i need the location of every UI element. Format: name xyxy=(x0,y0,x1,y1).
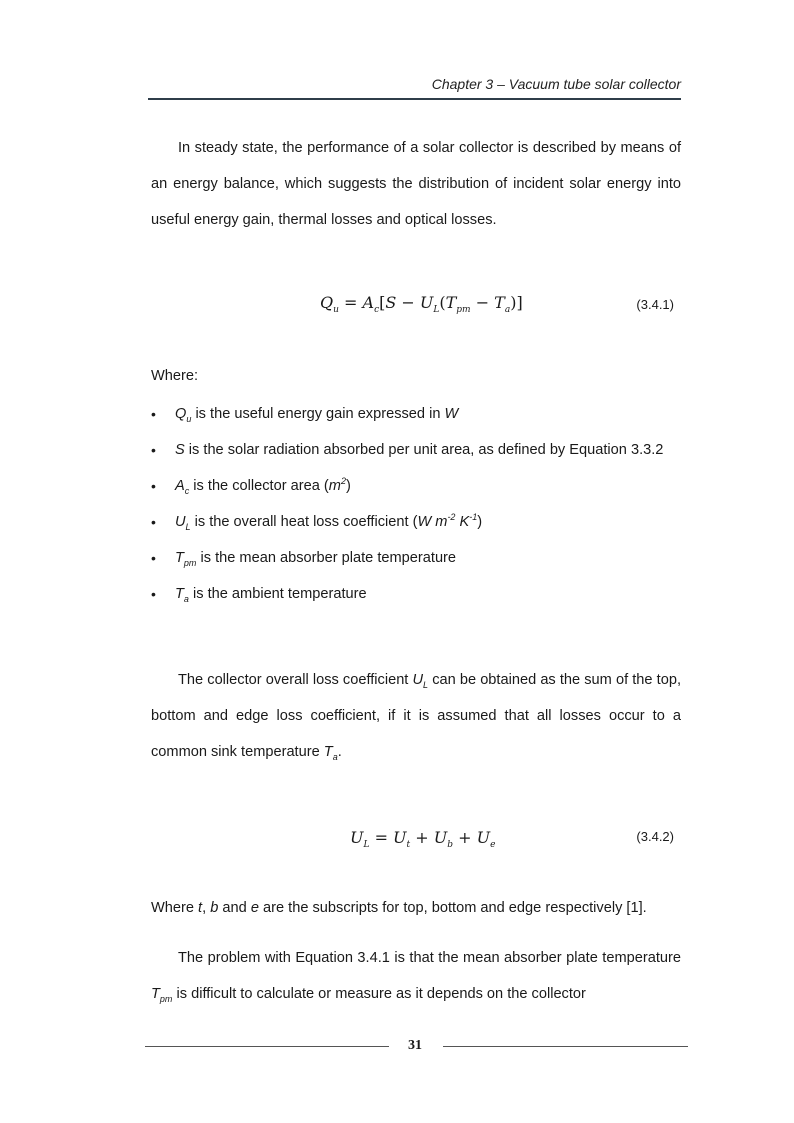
list-item: • $A_c$ is the collector area $(m^2)$ xyxy=(151,468,691,504)
where-label: Where: xyxy=(151,368,199,384)
symbol-definition-list xyxy=(151,396,691,612)
list-item: • $U_L$ is the overall heat loss coefficient (W $m^{-2}$ $K^{-1}$) xyxy=(151,504,691,540)
list-item: • S is the solar radiation absorbed per unit area, as defined by Equation 3.3.2 xyxy=(151,432,691,468)
equation-number-3-4-2: (3.4.2) xyxy=(636,829,674,844)
list-item: • $T_a$ is the ambient temperature xyxy=(151,576,691,612)
subscript-explanation: Where t, b and e are the subscripts for top, bottom and edge respectively [1]. xyxy=(151,900,647,916)
list-item: • $T_{pm}$ is the mean absorber plate temperature xyxy=(151,540,691,576)
footer-rule-left xyxy=(145,1046,389,1047)
problem-paragraph: The problem with Equation 3.4.1 is that the mean absorber plate temperature $T_{pm}$ is difficult to calculate or measure as it depends on the collector xyxy=(151,950,681,1004)
equation-3-4-2: $U_L = U_t + U_b + U_e$ xyxy=(350,828,496,851)
footer-rule-right xyxy=(443,1046,688,1047)
chapter-header: Chapter 3 – Vacuum tube solar collector xyxy=(431,76,681,92)
list-item: • $Q_u$ is the useful energy gain expressed in W xyxy=(151,396,691,432)
page-number: 31 xyxy=(408,1038,422,1053)
equation-number-3-4-1: (3.4.1) xyxy=(636,297,674,312)
intro-paragraph: In steady state, the performance of a solar collector is described by means of an energy balance, which suggests the distribution of incident solar energy into useful energy gain, thermal losses and optical losses. xyxy=(151,140,681,228)
header-divider xyxy=(148,98,681,100)
loss-coefficient-paragraph: The collector overall loss coefficient $U_L$ can be obtained as the sum of the top, bottom and edge loss coefficient, if it is assumed that all losses occur to a common sink temperature $T_a$. xyxy=(151,672,681,762)
equation-3-4-1: $Q_u = A_c[S - U_L(T_{pm} - T_a)]$ xyxy=(320,293,523,316)
